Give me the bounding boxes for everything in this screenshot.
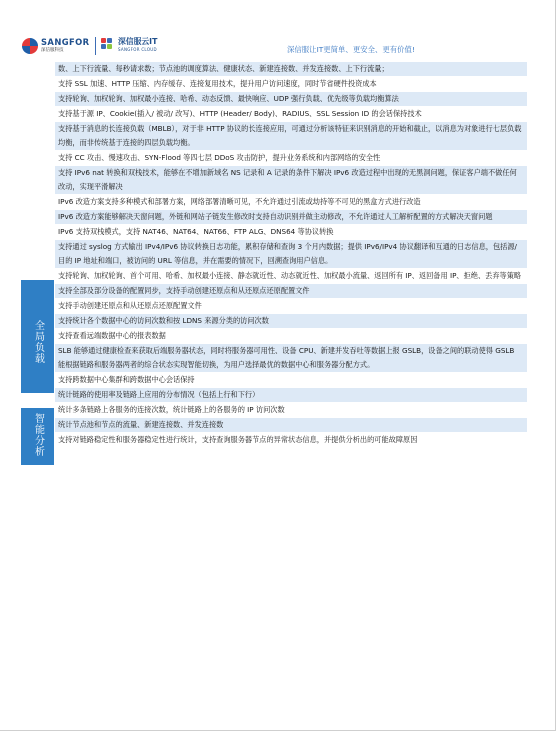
table-row: 支持 CC 攻击、慢速攻击、SYN-Flood 等四七层 DDoS 攻击防护，提升业务系统和内部网络的安全性 (55, 151, 527, 166)
table-row: 支持对链路稳定性和服务器稳定性进行统计，支持查询服务器节点的异常状态信息，并提供分析出的可能故障原因 (55, 433, 527, 448)
table-row: 统计链路的使用率及链路上应用的分布情况（包括上行和下行） (55, 388, 527, 403)
table-row: 支持 IPv6 nat 转换和双栈技术，能够在不增加新域名 NS 记录和 A 记录的条件下解决 IPv6 改造过程中出现的无黑洞问题，保证客户端不做任何改动，实现平滑解决 (55, 166, 527, 195)
section-label-global-load (21, 320, 54, 364)
page-header (0, 0, 556, 62)
brand2-subtitle: SANGFOR CLOUD (118, 47, 157, 52)
feature-table (55, 62, 527, 448)
section-band-intelligent-analysis (21, 408, 54, 465)
table-row: 支持查看远端数据中心的报表数据 (55, 329, 527, 344)
logo-divider (95, 37, 96, 55)
brand1-name: SANGFOR (41, 37, 90, 47)
cloud-logo-icon (101, 38, 115, 52)
table-row: 支持轮询、加权轮询、首个可用、哈希、加权最小连接、静态就近性、动态就近性、加权最小流量、返回所有 IP、返回备用 IP、拒绝、丢弃等策略 (55, 269, 527, 284)
table-row: 支持跨数据中心集群和跨数据中心会话保持 (55, 373, 527, 388)
table-row: 支持基于源 IP、Cookie(插入/ 被动/ 改写)、HTTP (Header/ Body)、RADIUS、SSL Session ID 的会话保持技术 (55, 107, 527, 122)
section-band-global-load (21, 280, 54, 393)
table-row: 支持轮询、加权轮询、加权最小连接、哈希、动态反馈、最快响应、UDP 强行负载、优先级等负载均衡算法 (55, 92, 527, 107)
table-row: 支持 SSL 加速、HTTP 压缩、内存缓存、连接复用技术，提升用户访问速度，同时节省硬件投资成本 (55, 77, 527, 92)
sangfor-globe-icon (22, 38, 38, 54)
brand2-name: 深信服云IT (118, 37, 158, 46)
header-slogan: 深信服让IT更简单、更安全、更有价值! (287, 45, 415, 54)
table-row: IPv6 支持双栈模式，支持 NAT46、NAT64、NAT66、FTP ALG、DNS64 等协议转换 (55, 225, 527, 240)
section-label-intelligent-analysis (21, 413, 54, 457)
brand1-subtitle: 深信服科技 (41, 48, 64, 53)
table-row: IPv6 改造方案支持多种模式和部署方案，网络部署清晰可见，不允许通过引流或劫持等不可见的黑盒方式进行改造 (55, 195, 527, 210)
table-row: 支持统计各个数据中心的访问次数和按 LDNS 来源分类的访问次数 (55, 314, 527, 329)
section-label-text: 全局负载 (32, 320, 44, 364)
table-row: 统计多条链路上各服务的连接次数，统计链路上的各服务的 IP 访问次数 (55, 403, 527, 418)
table-row: SLB 能够通过健康检查来获取后端服务器状态，同时将服务器可用性、设备 CPU、新建并发吞吐等数据上报 GSLB，设备之间的联动使得 GSLB 能根据链路和服务器两者的综合状态实现智能切换，为用户选择最优的数据中心和服务器分配方式。 (55, 344, 527, 373)
section-label-text: 智能分析 (32, 413, 44, 457)
table-row: IPv6 改造方案能够解决天窗问题，外链和网站子链发生修改时支持自动识别并做主动修改，不允许通过人工解析配置的方式解决天窗问题 (55, 210, 527, 225)
table-row: 数、上下行流量、每秒请求数；节点池的调度算法、健康状态、新建连接数、并发连接数、上下行流量； (55, 62, 527, 77)
table-row: 支持通过 syslog 方式输出 IPv4/IPv6 协议转换日志功能，累积存储和查询 3 个月内数据；提供 IPv6/IPv4 协议翻译和互通的日志信息，包括源/目的 IP 地址和端口，被访问的 URL 等信息，并在需要的情况下，回溯查询用户信息。 (55, 240, 527, 269)
table-row: 支持全部及部分设备的配置同步，支持手动创建还原点和从还原点还原配置文件 (55, 284, 527, 299)
table-row: 支持基于消息的长连接负载（MBLB），对于非 HTTP 协议的长连接应用，可通过分析该特征来识别消息的开始和截止，以消息为对象进行七层负载均衡，而非传统基于连接的四层负载均衡。 (55, 122, 527, 151)
table-row: 统计节点池和节点的流量、新建连接数、并发连接数 (55, 418, 527, 433)
table-row: 支持手动创建还原点和从还原点还原配置文件 (55, 299, 527, 314)
